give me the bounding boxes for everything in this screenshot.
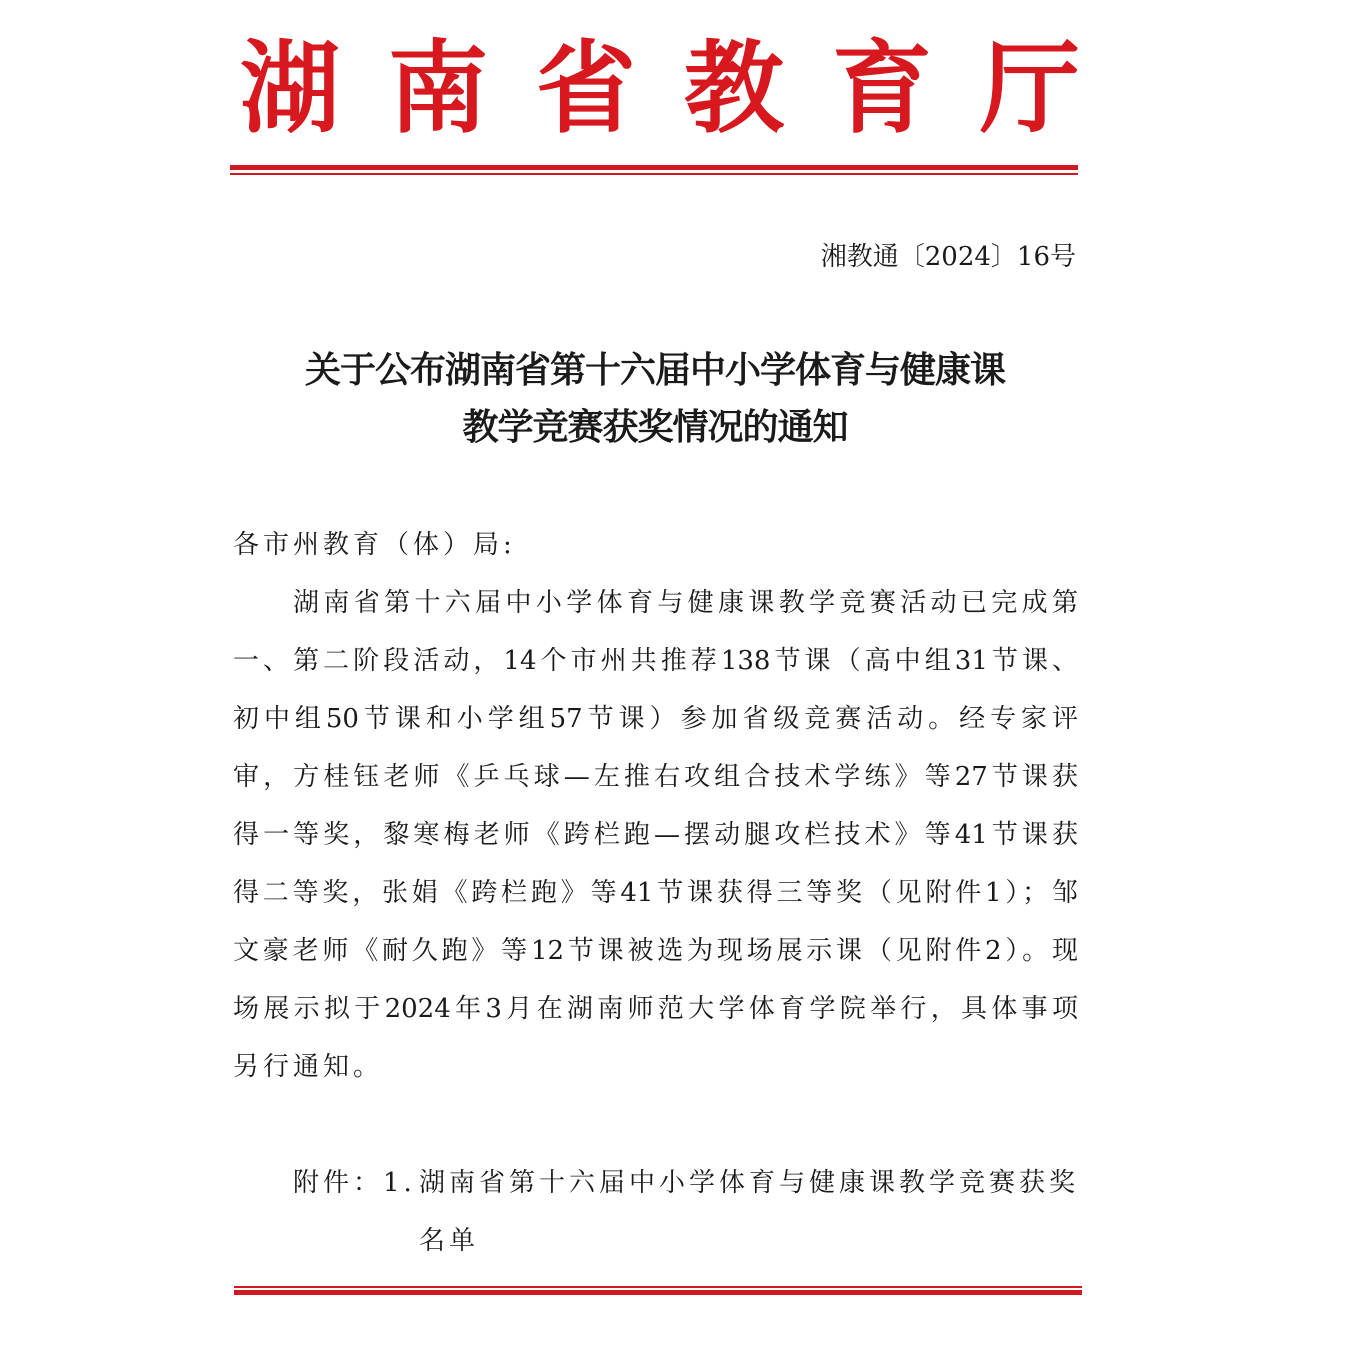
issuing-authority-header xyxy=(240,28,1080,148)
body-line: 得一等奖，黎寒梅老师《跨栏跑—摆动腿攻栏技术》等41节课获 xyxy=(233,820,1078,850)
header-divider-thin xyxy=(230,173,1078,175)
body-line: 湖南省第十六届中小学体育与健康课教学竞赛活动已完成第 xyxy=(293,588,1078,618)
attachment-item-cont: 名单 xyxy=(419,1226,480,1256)
salutation: 各市州教育（体）局: xyxy=(233,530,516,560)
body-line: 审，方桂钰老师《乒乓球—左推右攻组合技术学练》等27节课获 xyxy=(233,762,1078,792)
body-line: 场展示拟于2024年3月在湖南师范大学体育学院举行，具体事项 xyxy=(233,994,1078,1024)
org-char: 湖 xyxy=(240,29,340,147)
attachment-label: 附件：1. xyxy=(293,1168,416,1198)
org-char: 教 xyxy=(684,29,784,147)
org-char: 省 xyxy=(536,29,636,147)
org-char: 南 xyxy=(388,29,488,147)
body-line: 初中组50节课和小学组57节课）参加省级竞赛活动。经专家评 xyxy=(233,704,1078,734)
document-title-line-1: 关于公布湖南省第十六届中小学体育与健康课 xyxy=(304,349,1005,391)
footer-divider-thin xyxy=(234,1286,1082,1288)
body-line: 文豪老师《耐久跑》等12节课被选为现场展示课（见附件2）。现 xyxy=(233,936,1078,966)
org-char: 厅 xyxy=(980,29,1080,147)
body-line: 一、第二阶段活动，14个市州共推荐138节课（高中组31节课、 xyxy=(233,646,1078,676)
body-line: 得二等奖，张娟《跨栏跑》等41节课获得三等奖（见附件1）；邹 xyxy=(233,878,1078,908)
body-line: 另行通知。 xyxy=(233,1052,384,1082)
document-title-line-2: 教学竞赛获奖情况的通知 xyxy=(462,406,848,448)
document-number: 湘教通〔2024〕16号 xyxy=(820,242,1076,272)
footer-divider xyxy=(234,1290,1082,1295)
header-divider xyxy=(230,165,1078,170)
attachment-item: 湖南省第十六届中小学体育与健康课教学竞赛获奖 xyxy=(419,1168,1075,1198)
org-char: 育 xyxy=(832,29,932,147)
